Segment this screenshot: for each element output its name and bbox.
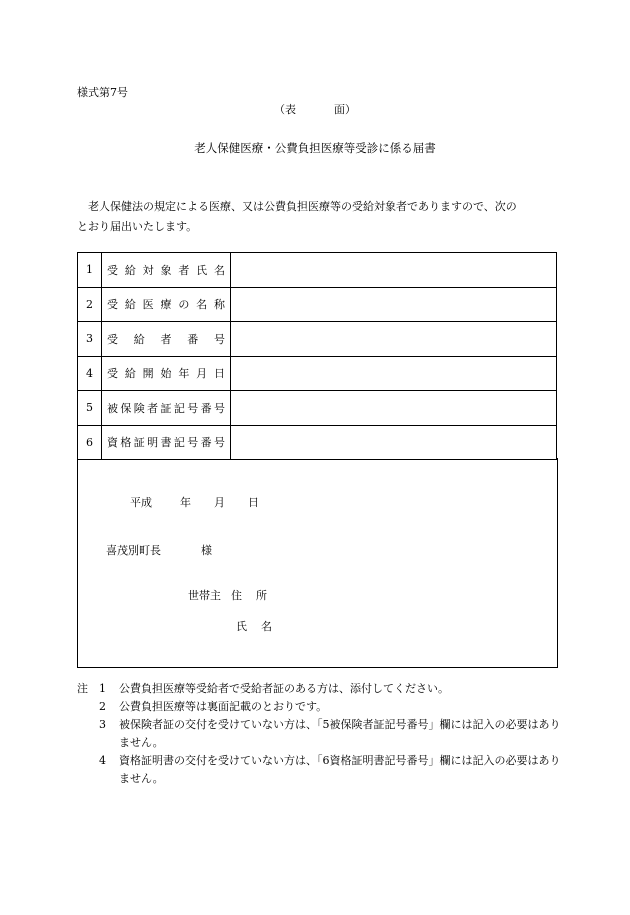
- recipient-number-field[interactable]: [231, 322, 557, 357]
- row-label-text: 被保険者証記号番号: [107, 401, 225, 415]
- recipient-name-field[interactable]: [231, 253, 557, 288]
- name-label-a: 氏: [236, 620, 247, 633]
- row-label-text: 受給者番号: [107, 332, 225, 346]
- note-text: 公費負担医療等受給者で受給者証のある方は、添付してください。: [119, 682, 449, 695]
- row-label: [102, 391, 231, 426]
- table-row: [78, 287, 557, 322]
- date-line: [130, 497, 259, 508]
- signature-box: [77, 458, 558, 668]
- table-row: [78, 356, 557, 391]
- start-date-field[interactable]: [231, 356, 557, 391]
- intro-line-2: とおり届出いたします。: [77, 220, 198, 233]
- row-label: [102, 425, 231, 460]
- side-open: （表: [274, 103, 296, 116]
- table-row: [78, 391, 557, 426]
- era-label: 平成: [130, 496, 152, 509]
- note-number: 1: [99, 682, 106, 695]
- note-item: [77, 752, 561, 788]
- side-indicator: [0, 104, 630, 115]
- form-table: [77, 252, 557, 460]
- name-line: [236, 621, 272, 632]
- row-number: 2: [78, 287, 102, 322]
- addressee-line: [106, 545, 212, 556]
- note-text: 資格証明書の交付を受けていない方は、「6資格証明書記号番号」欄には記入の必要はありません。: [119, 754, 561, 785]
- row-label: [102, 253, 231, 288]
- note-number: 2: [99, 700, 106, 713]
- row-label: [102, 356, 231, 391]
- month-label: 月: [214, 496, 225, 509]
- row-number: 1: [78, 253, 102, 288]
- qualification-cert-number-field[interactable]: [231, 425, 557, 460]
- table-row: [78, 425, 557, 460]
- intro-line-1: 老人保健法の規定による医療、又は公費負担医療等の受給対象者でありますので、次の: [88, 200, 517, 213]
- address-label-b: 所: [256, 589, 267, 602]
- note-number: 4: [99, 754, 106, 767]
- year-label: 年: [180, 496, 191, 509]
- address-label-a: 住: [231, 589, 242, 602]
- row-label: [102, 287, 231, 322]
- note-text: 公費負担医療等は裏面記載のとおりです。: [119, 700, 328, 713]
- form-number: 様式第7号: [77, 86, 128, 99]
- row-label-text: 受給対象者氏名: [107, 263, 225, 277]
- note-number: 3: [99, 718, 106, 731]
- row-number: 3: [78, 322, 102, 357]
- note-item: [77, 716, 561, 752]
- side-close: 面）: [334, 103, 356, 116]
- intro-paragraph: [77, 197, 559, 237]
- notes-mark: 注: [77, 682, 88, 695]
- table-row: [78, 322, 557, 357]
- name-label-b: 名: [261, 620, 272, 633]
- mayor-label: 喜茂別町長: [106, 544, 161, 557]
- row-label: [102, 322, 231, 357]
- insurance-card-number-field[interactable]: [231, 391, 557, 426]
- row-number: 6: [78, 425, 102, 460]
- honorific-label: 様: [201, 544, 212, 557]
- medical-care-name-field[interactable]: [231, 287, 557, 322]
- document-title: 老人保健医療・公費負担医療等受診に係る届書: [194, 141, 436, 155]
- table-row: [78, 253, 557, 288]
- row-number: 5: [78, 391, 102, 426]
- householder-label: 世帯主: [188, 589, 221, 602]
- note-text: 被保険者証の交付を受けていない方は、「5被保険者証記号番号」欄には記入の必要はありません。: [119, 718, 561, 749]
- row-number: 4: [78, 356, 102, 391]
- day-label: 日: [248, 496, 259, 509]
- row-label-text: 資格証明書記号番号: [107, 436, 225, 450]
- row-label-text: 受給開始年月日: [107, 367, 225, 381]
- row-label-text: 受給医療の名称: [107, 298, 225, 312]
- note-item: [77, 698, 561, 716]
- address-line: [188, 590, 267, 601]
- notes-section: [77, 680, 561, 788]
- note-item: [77, 680, 561, 698]
